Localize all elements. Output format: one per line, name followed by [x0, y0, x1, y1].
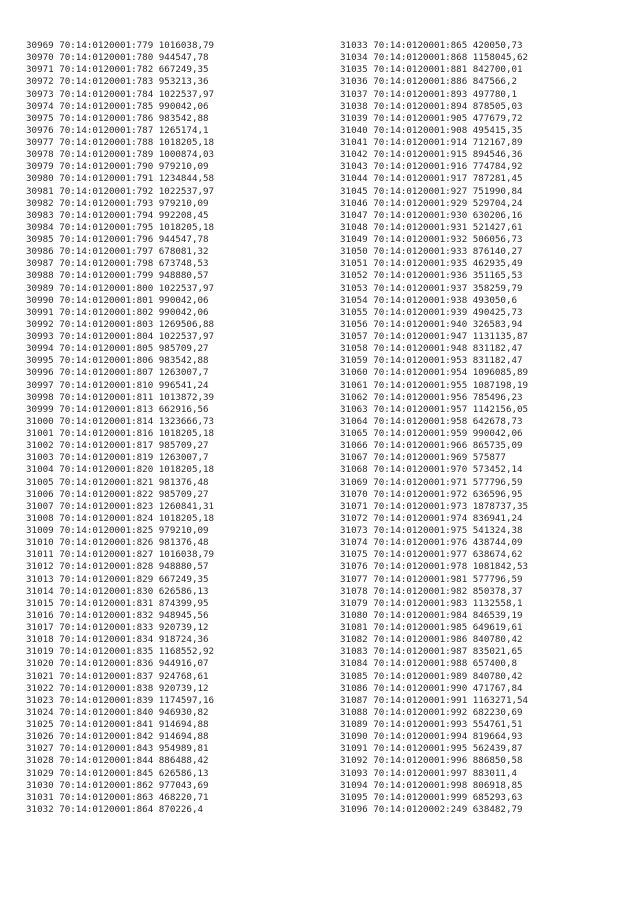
table-row: 31054 70:14:0120001:938 493050,6 — [340, 294, 518, 306]
table-row: 31091 70:14:0120001:995 562439,87 — [340, 743, 523, 755]
table-row: 31056 70:14:0120001:940 326583,94 — [340, 318, 523, 330]
table-row: 31030 70:14:0120001:862 977043,69 — [26, 779, 209, 791]
table-row: 30998 70:14:0120001:811 1013872,39 — [26, 391, 215, 403]
table-row: 31059 70:14:0120001:953 831182,47 — [340, 355, 523, 367]
table-row: 31022 70:14:0120001:838 920739,12 — [26, 682, 209, 694]
table-row: 30995 70:14:0120001:806 983542,88 — [26, 355, 209, 367]
table-row: 31007 70:14:0120001:823 1260841,31 — [26, 500, 215, 512]
table-row: 31018 70:14:0120001:834 918724,36 — [26, 634, 209, 646]
table-row: 30975 70:14:0120001:786 983542,88 — [26, 112, 209, 124]
table-row: 31026 70:14:0120001:842 914694,88 — [26, 731, 209, 743]
table-row: 31004 70:14:0120001:820 1018205,18 — [26, 464, 215, 476]
table-row: 31048 70:14:0120001:931 521427,61 — [340, 221, 523, 233]
table-row: 30982 70:14:0120001:793 979210,09 — [26, 197, 209, 209]
table-row: 30992 70:14:0120001:803 1269506,88 — [26, 318, 215, 330]
table-row: 31045 70:14:0120001:927 751990,84 — [340, 185, 523, 197]
table-row: 31010 70:14:0120001:826 981376,48 — [26, 537, 209, 549]
table-row: 31092 70:14:0120001:996 886850,58 — [340, 755, 523, 767]
table-row: 31034 70:14:0120001:868 1158045,62 — [340, 52, 529, 64]
table-row: 30980 70:14:0120001:791 1234844,58 — [26, 173, 215, 185]
table-row: 30972 70:14:0120001:783 953213,36 — [26, 76, 209, 88]
table-row: 30969 70:14:0120001:779 1016038,79 — [26, 40, 215, 51]
table-row: 31065 70:14:0120001:959 990042,06 — [340, 428, 523, 439]
table-row: 30976 70:14:0120001:787 1265174,1 — [26, 124, 209, 136]
table-row: 31005 70:14:0120001:821 981376,48 — [26, 476, 209, 488]
table-row: 31003 70:14:0120001:819 1263007,7 — [26, 452, 209, 464]
table-row: 31061 70:14:0120001:955 1087198,19 — [340, 379, 529, 391]
table-row: 31093 70:14:0120001:997 883011,4 — [340, 767, 518, 779]
table-row: 31070 70:14:0120001:972 636596,95 — [340, 488, 523, 500]
table-row: 31055 70:14:0120001:939 490425,73 — [340, 306, 523, 318]
table-row: 31071 70:14:0120001:973 1878737,35 — [340, 500, 529, 512]
table-row: 31046 70:14:0120001:929 529704,24 — [340, 197, 523, 209]
table-row: 31089 70:14:0120001:993 554761,51 — [340, 719, 523, 730]
table-row: 30973 70:14:0120001:784 1022537,97 — [26, 88, 215, 100]
table-row: 31094 70:14:0120001:998 806918,85 — [340, 779, 523, 791]
table-row: 30999 70:14:0120001:813 662916,56 — [26, 403, 209, 415]
table-row: 31013 70:14:0120001:829 667249,35 — [26, 573, 209, 585]
table-row: 31027 70:14:0120001:843 954989,81 — [26, 743, 209, 755]
table-row: 31074 70:14:0120001:976 438744,09 — [340, 537, 523, 549]
table-row: 31019 70:14:0120001:835 1168552,92 — [26, 646, 215, 658]
table-row: 31040 70:14:0120001:908 495415,35 — [340, 124, 523, 136]
table-row: 31063 70:14:0120001:957 1142156,05 — [340, 403, 529, 415]
table-row: 31025 70:14:0120001:841 914694,88 — [26, 719, 209, 730]
table-row: 30994 70:14:0120001:805 985709,27 — [26, 343, 209, 355]
table-row: 31096 70:14:0120002:249 638482,79 — [340, 803, 523, 815]
table-row: 31006 70:14:0120001:822 985709,27 — [26, 488, 209, 500]
table-row: 30993 70:14:0120001:804 1022537,97 — [26, 331, 215, 342]
table-row: 30977 70:14:0120001:788 1018205,18 — [26, 137, 215, 148]
table-row: 31009 70:14:0120001:825 979210,09 — [26, 525, 209, 536]
table-row: 30979 70:14:0120001:790 979210,09 — [26, 161, 209, 173]
table-row: 31083 70:14:0120001:987 835021,65 — [340, 646, 523, 658]
table-row: 31076 70:14:0120001:978 1081842,53 — [340, 561, 529, 573]
table-row: 30988 70:14:0120001:799 948880,57 — [26, 270, 209, 282]
table-row: 31052 70:14:0120001:936 351165,53 — [340, 270, 523, 282]
table-row: 31053 70:14:0120001:937 358259,79 — [340, 282, 523, 294]
table-row: 31095 70:14:0120001:999 685293,63 — [340, 791, 523, 803]
table-row: 31020 70:14:0120001:836 944916,07 — [26, 658, 209, 670]
table-row: 31090 70:14:0120001:994 819664,93 — [340, 731, 523, 743]
table-row: 31011 70:14:0120001:827 1016038,79 — [26, 549, 215, 561]
table-row: 30985 70:14:0120001:796 944547,78 — [26, 234, 209, 245]
table-row: 31050 70:14:0120001:933 876140,27 — [340, 246, 523, 258]
table-row: 31031 70:14:0120001:863 468220,71 — [26, 791, 209, 803]
table-row: 30984 70:14:0120001:795 1018205,18 — [26, 221, 215, 233]
table-row: 30991 70:14:0120001:802 990042,06 — [26, 306, 209, 318]
table-row: 31015 70:14:0120001:831 874399,95 — [26, 597, 209, 609]
table-row: 31023 70:14:0120001:839 1174597,16 — [26, 694, 215, 706]
table-row: 30970 70:14:0120001:780 944547,78 — [26, 52, 209, 64]
table-row: 31024 70:14:0120001:840 946930,82 — [26, 706, 209, 718]
table-row: 31028 70:14:0120001:844 886488,42 — [26, 755, 209, 767]
table-row: 31067 70:14:0120001:969 575877 — [340, 452, 506, 464]
table-row: 31072 70:14:0120001:974 836941,24 — [340, 512, 523, 524]
table-row: 30983 70:14:0120001:794 992208,45 — [26, 209, 209, 221]
table-row: 31039 70:14:0120001:905 477679,72 — [340, 112, 523, 124]
table-row: 31035 70:14:0120001:881 842700,01 — [340, 64, 523, 76]
table-row: 31041 70:14:0120001:914 712167,89 — [340, 137, 523, 148]
table-row: 31049 70:14:0120001:932 506056,73 — [340, 234, 523, 245]
table-row: 31084 70:14:0120001:988 657400,8 — [340, 658, 518, 670]
table-row: 31062 70:14:0120001:956 785496,23 — [340, 391, 523, 403]
table-row: 31066 70:14:0120001:966 865735,09 — [340, 440, 523, 452]
table-row: 31036 70:14:0120001:886 847566,2 — [340, 76, 518, 88]
table-row: 31038 70:14:0120001:894 878505,03 — [340, 100, 523, 112]
table-row: 31002 70:14:0120001:817 985709,27 — [26, 440, 209, 452]
table-row: 30987 70:14:0120001:798 673748,53 — [26, 258, 209, 270]
table-row: 31068 70:14:0120001:970 573452,14 — [340, 464, 523, 476]
table-row: 30996 70:14:0120001:807 1263007,7 — [26, 367, 209, 379]
table-row: 31044 70:14:0120001:917 787281,45 — [340, 173, 523, 185]
table-row: 31008 70:14:0120001:824 1018205,18 — [26, 512, 215, 524]
table-row: 31000 70:14:0120001:814 1323666,73 — [26, 415, 215, 427]
table-row: 31078 70:14:0120001:982 850378,37 — [340, 585, 523, 597]
table-row: 31051 70:14:0120001:935 462935,49 — [340, 258, 523, 270]
table-row: 30981 70:14:0120001:792 1022537,97 — [26, 185, 215, 197]
table-row: 31075 70:14:0120001:977 638674,62 — [340, 549, 523, 561]
left-column — [26, 40, 214, 816]
table-row: 31032 70:14:0120001:864 870226,4 — [26, 803, 204, 815]
table-row: 31001 70:14:0120001:816 1018205,18 — [26, 428, 215, 439]
table-row: 31087 70:14:0120001:991 1163271,54 — [340, 694, 529, 706]
table-row: 31073 70:14:0120001:975 541324,38 — [340, 525, 523, 536]
table-row: 31014 70:14:0120001:830 626586,13 — [26, 585, 209, 597]
table-row: 31079 70:14:0120001:983 1132558,1 — [340, 597, 523, 609]
table-row: 31017 70:14:0120001:833 920739,12 — [26, 622, 209, 633]
table-row: 30978 70:14:0120001:789 1000874,03 — [26, 149, 215, 161]
table-row: 30974 70:14:0120001:785 990042,06 — [26, 100, 209, 112]
table-row: 31069 70:14:0120001:971 577796,59 — [340, 476, 523, 488]
table-row: 30990 70:14:0120001:801 990042,06 — [26, 294, 209, 306]
table-row: 30971 70:14:0120001:782 667249,35 — [26, 64, 209, 76]
right-column — [340, 40, 528, 816]
table-row: 30989 70:14:0120001:800 1022537,97 — [26, 282, 215, 294]
table-row: 31088 70:14:0120001:992 682230,69 — [340, 706, 523, 718]
table-row: 31012 70:14:0120001:828 948880,57 — [26, 561, 209, 573]
table-row: 31016 70:14:0120001:832 948945,56 — [26, 609, 209, 621]
table-row: 31029 70:14:0120001:845 626586,13 — [26, 767, 209, 779]
table-row: 31042 70:14:0120001:915 894546,36 — [340, 149, 523, 161]
table-row: 31064 70:14:0120001:958 642678,73 — [340, 415, 523, 427]
table-row: 31058 70:14:0120001:948 831182,47 — [340, 343, 523, 355]
table-row: 31077 70:14:0120001:981 577796,59 — [340, 573, 523, 585]
table-row: 31081 70:14:0120001:985 649619,61 — [340, 622, 523, 633]
table-row: 31057 70:14:0120001:947 1131135,87 — [340, 331, 529, 342]
table-row: 31060 70:14:0120001:954 1096085,89 — [340, 367, 529, 379]
table-row: 31085 70:14:0120001:989 840780,42 — [340, 670, 523, 682]
table-row: 30997 70:14:0120001:810 996541,24 — [26, 379, 209, 391]
table-row: 31086 70:14:0120001:990 471767,84 — [340, 682, 523, 694]
table-row: 31082 70:14:0120001:986 840780,42 — [340, 634, 523, 646]
table-row: 31047 70:14:0120001:930 630206,16 — [340, 209, 523, 221]
table-row: 31037 70:14:0120001:893 497780,1 — [340, 88, 518, 100]
table-row: 31033 70:14:0120001:865 420050,73 — [340, 40, 523, 51]
table-row: 31043 70:14:0120001:916 774784,92 — [340, 161, 523, 173]
table-row: 31021 70:14:0120001:837 924768,61 — [26, 670, 209, 682]
table-row: 30986 70:14:0120001:797 678081,32 — [26, 246, 209, 258]
table-row: 31080 70:14:0120001:984 846539,19 — [340, 609, 523, 621]
